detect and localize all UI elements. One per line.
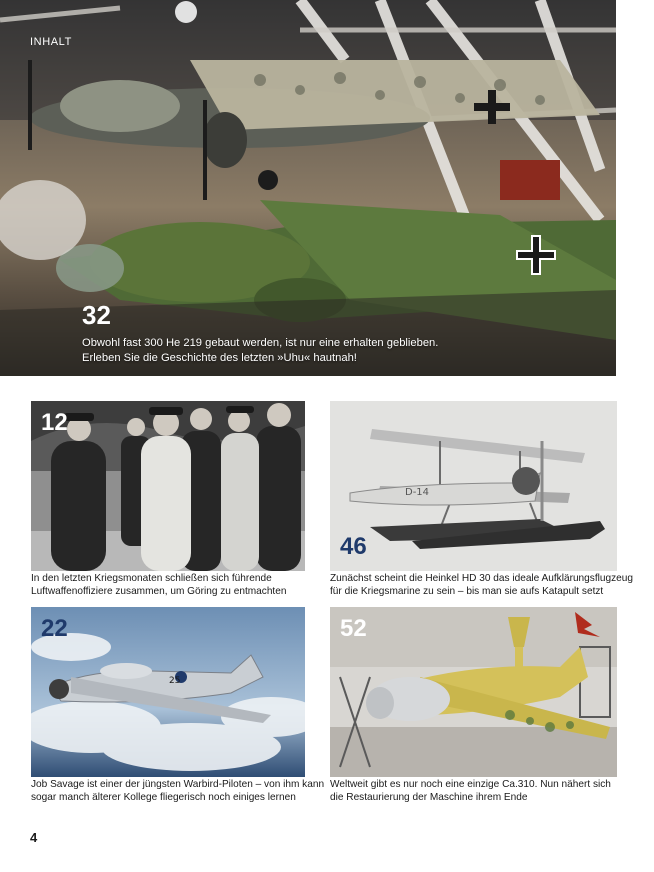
article-page-number: 46 [340, 533, 367, 560]
article-page-number: 12 [41, 409, 68, 436]
caption-line: sogar manch älterer Kollege fliegerisch noch einiges lernen [31, 791, 296, 803]
article-caption [330, 779, 611, 805]
warbird-photo [31, 607, 305, 777]
officers-photo [31, 401, 305, 571]
caption-line: Weltweit gibt es nur noch eine einzige Ca.310. Nun nähert sich [330, 779, 611, 790]
article-photo [330, 607, 617, 777]
hero-caption-line: Obwohl fast 300 He 219 gebaut werden, ist nur eine erhalten geblieben. [82, 337, 439, 349]
section-label: INHALT [30, 36, 72, 48]
article-page-number: 52 [340, 615, 367, 642]
caption-line: für die Kriegsmarine zu sein – bis man sie aufs Katapult setzt [330, 585, 604, 597]
article-caption [330, 573, 633, 599]
article-photo [330, 401, 617, 571]
article-card-52[interactable] [330, 607, 618, 807]
restoration-photo [330, 607, 617, 777]
article-card-46[interactable] [330, 401, 633, 597]
hero-feature[interactable] [0, 0, 616, 376]
article-caption [31, 573, 286, 599]
article-photo [31, 401, 305, 571]
article-card-12[interactable] [31, 401, 305, 597]
caption-line: die Restaurierung der Maschine ihrem Ende [330, 791, 528, 803]
article-photo [31, 607, 305, 777]
article-card-22[interactable] [31, 607, 325, 807]
caption-line: In den letzten Kriegsmonaten schließen sich führende [31, 573, 272, 584]
article-caption [31, 779, 324, 805]
hero-page-number: 32 [82, 300, 111, 330]
seaplane-photo [330, 401, 617, 571]
page-folio: 4 [30, 830, 38, 845]
svg-text:D-14: D-14 [405, 487, 430, 498]
article-page-number: 22 [41, 615, 68, 642]
caption-line: Job Savage ist einer der jüngsten Warbird-Piloten – von ihm kann [31, 779, 325, 790]
caption-line: Zunächst scheint die Heinkel HD 30 das ideale Aufklärungsflugzeug [330, 573, 633, 584]
svg-text:25: 25 [169, 676, 181, 686]
hero-caption [82, 336, 482, 365]
caption-line: Luftwaffenoffiziere zusammen, um Göring zu entmachten [31, 585, 287, 597]
hero-caption-line: Erleben Sie die Geschichte des letzten »Uhu« hautnah! [82, 351, 357, 364]
